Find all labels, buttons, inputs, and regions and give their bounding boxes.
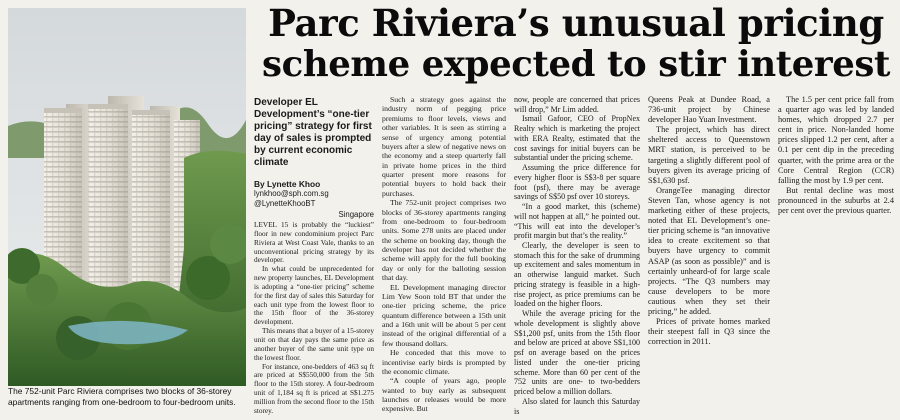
byline-author: By Lynette Khoo	[254, 179, 321, 189]
body-paragraph: The 752-unit project comprises two blocks of 36-storey apartments ranging from one-bedroom to four-bedroom units. Some 278 units are placed under the scheme on booking day, though the developer has not decided whether the scheme will apply for the full booking day or only for the balloting session that day.	[382, 198, 506, 283]
body-paragraph: Clearly, the developer is seen to stomach this for the sake of drumming up excitement and sales momentum in an otherwise languid market. Such pricing strategy is feasible in a high-rise project, as price premiums can be loaded on the higher floors.	[514, 241, 640, 309]
body-paragraph: now, people are concerned that prices will drop,” Mr Lim added.	[514, 95, 640, 114]
body-paragraph: The project, which has direct sheltered access to Queenstown MRT station, is perceived to be targeting a slightly different pool of buyers given its average pricing of S$1,630 psf.	[648, 125, 770, 185]
body-paragraph: Prices of private homes marked their steepest fall in Q3 since the correction in 2011.	[648, 317, 770, 347]
headline-line-2: scheme expected to stir interest	[262, 44, 890, 85]
body-paragraph: The 1.5 per cent price fall from a quarter ago was led by landed homes, which dropped 2.7 per cent in price. Non-landed home prices slipped 1.2 per cent, after a 0.1 per cent dip in the preceding quarter, with the prime area or the Core Central Region (CCR) falling the most by 1.9 per cent.	[778, 95, 894, 185]
body-paragraph: Also slated for launch this Saturday is	[514, 396, 640, 416]
article-column-3	[514, 95, 640, 416]
body-paragraph: For instance, one-bedders of 463 sq ft are priced at S$550,000 from the 5th floor to the 15th storey. A four-bedroom unit of 1,184 sq ft is priced at S$1.275 million from the second floor to the 15th storey.	[254, 362, 374, 415]
body-paragraph: Such a strategy goes against the industry norm of pegging price premiums to floor levels, views and other variables. It is seen as stirring a sense of urgency among potential buyers after a slew of negative news on the economy and a steep quarterly fall in private home prices in the third quarter present more reasons for potential buyers to hold back their purchases.	[382, 95, 506, 198]
article-column-2	[382, 95, 506, 414]
body-paragraph: Queens Peak at Dundee Road, a 736-unit project by Chinese developer Hao Yuan Investment.	[648, 95, 770, 125]
body-paragraph: But rental decline was most pronounced in the suburbs at 2.4 per cent over the previous quarter.	[778, 185, 894, 216]
body-paragraph: In what could be unprecedented for new property launches, EL Development is adopting a “one-tier pricing” scheme for the first day of sales this Saturday for each unit type from the lowest floor to the 15th floor of the 36-storey development.	[254, 265, 374, 327]
body-paragraph: He conceded that this move to incentivise early birds is prompted by the economic climate.	[382, 348, 506, 376]
byline-twitter: @LynetteKhooBT	[254, 198, 316, 208]
body-paragraph: EL Development managing director Lim Yew Soon told BT that under the one-tier pricing scheme, the price quantum difference between a 15th unit and a 16th unit will be about 5 per cent instead of the original differential of a few thousand dollars.	[382, 282, 506, 348]
article-column-5	[778, 95, 894, 216]
headline	[258, 2, 894, 86]
body-paragraph: While the average pricing for the whole development is slightly above S$1,200 psf, units from the 15th floor and below are priced at above S$1,100 psf on average based on the prices listed under the one-tier pricing scheme. More than 60 per cent of the 752 units are one- to two-bedders priced below a million dollars.	[514, 309, 640, 397]
condominium-towers-image	[8, 8, 246, 386]
standfirst: Developer EL Development’s “one-tier pricing” strategy for first day of sales is prompted by current economic climate	[254, 97, 372, 168]
byline-email: lynkhoo@sph.com.sg	[254, 189, 329, 198]
body-paragraph: “In a good market, this (scheme) will not happen at all,” he pointed out. “This will eat into the developer’s profit margin but that’s the reality.”	[514, 202, 640, 241]
project-photo	[8, 8, 246, 386]
body-paragraph: This means that a buyer of a 15-storey unit on that day pays the same price as another buyer of the same unit type on the lowest floor.	[254, 327, 374, 362]
body-paragraph: Assuming the price difference for every higher floor is S$3-8 per square foot (psf), there may be average savings of S$50 psf over 10 storeys.	[514, 163, 640, 202]
body-paragraph: LEVEL 15 is probably the “luckiest” floor in new condominium project Parc Riviera at West Coast Vale, thanks to an unconventional pricing strategy by its developer.	[254, 221, 374, 265]
dateline: Singapore	[338, 210, 374, 219]
body-paragraph: “A couple of years ago, people wanted to buy early as subsequent launches or releases would be more expensive. But	[382, 376, 506, 414]
photo-caption: The 752-unit Parc Riviera comprises two blocks of 36-storey apartments ranging from one-bedroom to four-bedroom units.	[8, 386, 236, 407]
body-paragraph: OrangeTee managing director Steven Tan, whose agency is not marketing either of these projects, noted that EL Development’s one-tier pricing scheme is “an innovative idea to create excitement so that buyers have urgency to commit ASAP (as soon as possible)” and is certainly unheard-of for large scale projects. “The Q3 numbers may cause developers to be more cautious when they set their pricing,” he added.	[648, 185, 770, 316]
headline-line-1: Parc Riviera’s unusual pricing	[268, 1, 884, 45]
article-column-1	[254, 97, 374, 416]
body-paragraph: Ismail Gafoor, CEO of PropNex Realty which is marketing the project with ERA Realty, estimated that the cost savings for initial buyers can be substantial under the pricing scheme.	[514, 114, 640, 163]
article-column-4	[648, 95, 770, 347]
